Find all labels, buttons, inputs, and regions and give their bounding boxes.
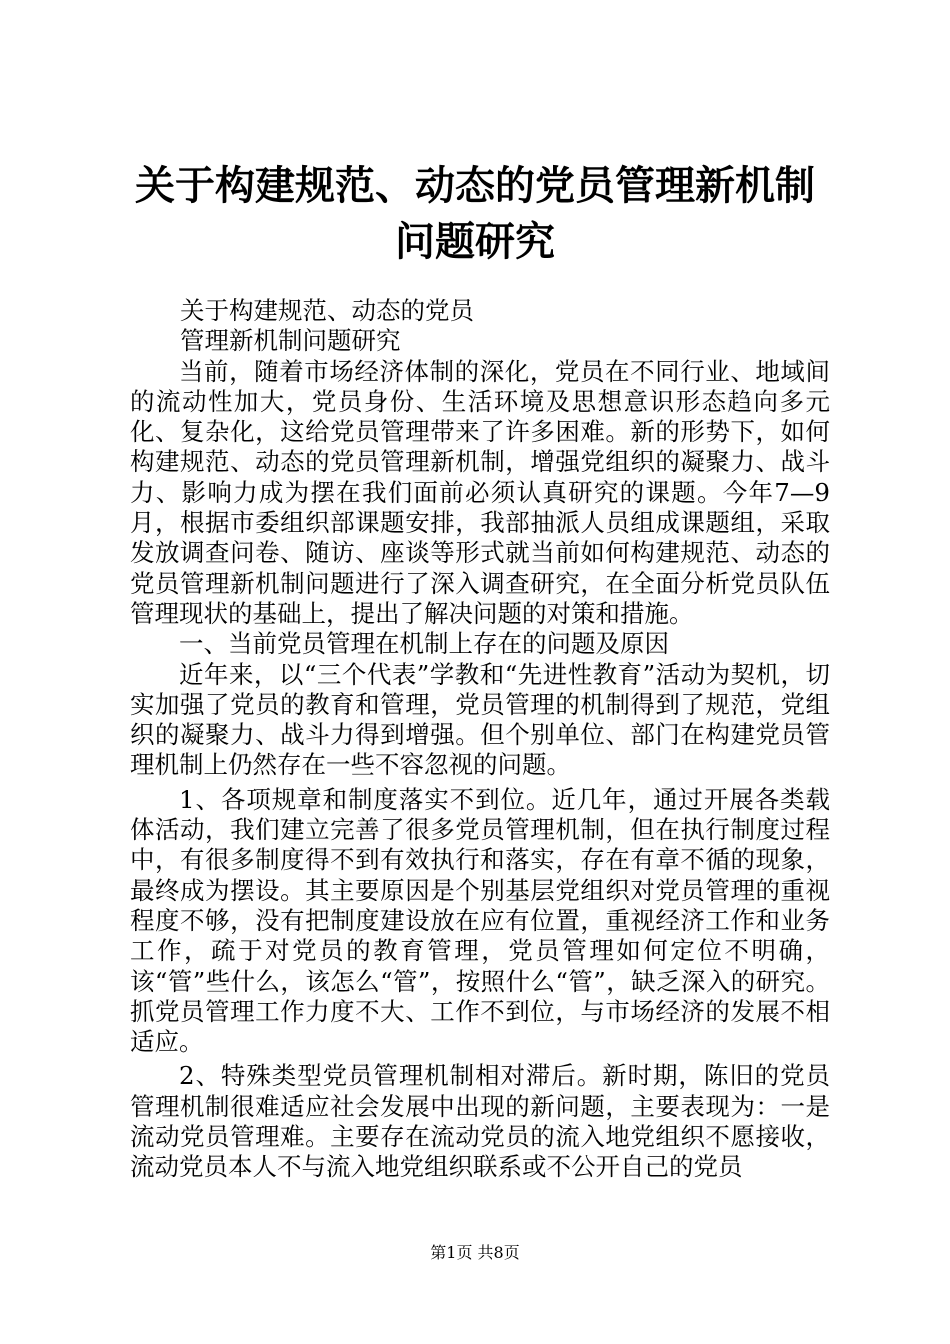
subtitle-line-2: 管理新机制问题研究 [180, 326, 401, 356]
section-heading: 一、当前党员管理在机制上存在的问题及原因 [179, 629, 669, 659]
paragraph-background: 近年来，以“三个代表”学教和“先进性教育”活动为契机，切实加强了党员的教育和管理，党员管理的机制得到了规范，党组织的凝聚力、战斗力得到增强。但个别单位、部门在构建党员管理机制上仍然存在一些不容忽视的问题。 [130, 659, 830, 780]
paragraph-intro: 当前，随着市场经济体制的深化，党员在不同行业、地域间的流动性加大，党员身份、生活环境及思想意识形态趋向多元化、复杂化，这给党员管理带来了许多困难。新的形势下，如何构建规范、动态的党员管理新机制，增强党组织的凝聚力、战斗力、影响力成为摆在我们面前必须认真研究的课题。今年7—9月，根据市委组织部课题安排，我部抽派人员组成课题组，采取发放调查问卷、随访、座谈等形式就当前如何构建规范、动态的党员管理新机制问题进行了深入调查研究，在全面分析党员队伍管理现状的基础上，提出了解决问题的对策和措施。 [130, 356, 830, 628]
paragraph-point-1: 1、各项规章和制度落实不到位。近几年，通过开展各类载体活动，我们建立完善了很多党员管理机制，但在执行制度过程中，有很多制度得不到有效执行和落实，存在有章不循的现象，最终成为摆设。其主要原因是个别基层党组织对党员管理的重视程度不够，没有把制度建设放在应有位置，重视经济工作和业务工作，疏于对党员的教育管理，党员管理如何定位不明确，该“管”些什么，该怎么“管”，按照什么“管”，缺乏深入的研究。抓党员管理工作力度不大、工作不到位，与市场经济的发展不相适应。 [130, 784, 830, 1057]
page-number: 第1页 共8页 [430, 1243, 520, 1262]
document-title: 关于构建规范、动态的党员管理新机制问题研究 [135, 163, 815, 265]
paragraph-point-2: 2、特殊类型党员管理机制相对滞后。新时期，陈旧的党员管理机制很难适应社会发展中出现的新问题，主要表现为：一是流动党员管理难。主要存在流动党员的流入地党组织不愿接收，流动党员本人不与流入地党组织联系或不公开自己的党员 [130, 1061, 830, 1182]
subtitle-line-1: 关于构建规范、动态的党员 [180, 296, 474, 325]
document-body [130, 296, 830, 1183]
